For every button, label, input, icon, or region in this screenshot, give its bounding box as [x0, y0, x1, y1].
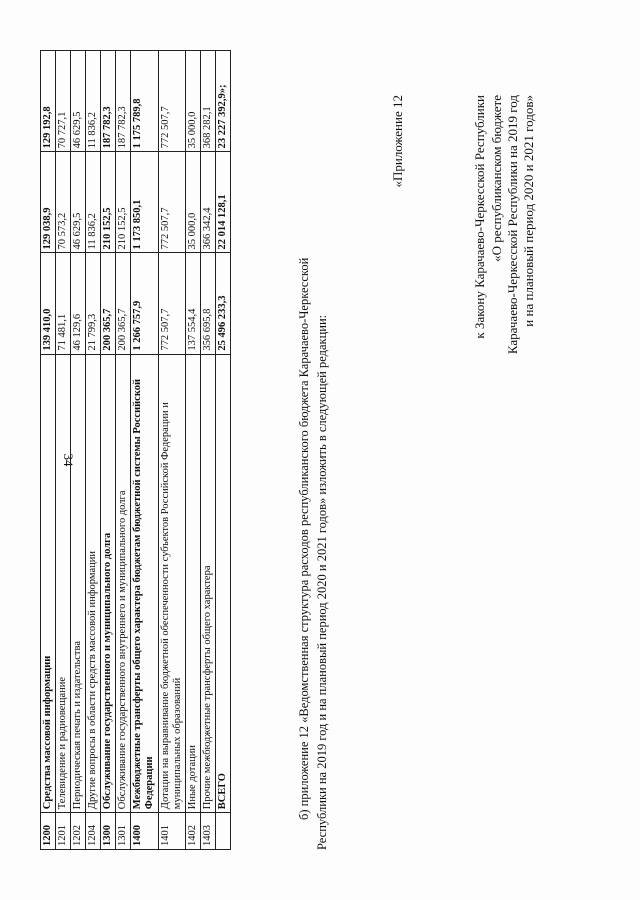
amendment-line-2: Республики на 2019 год и на плановый период 2020 и 2021 годов» изложить в следующей редакции:: [315, 314, 330, 850]
amount-2019-cell: 356 695,8: [200, 253, 215, 354]
amount-2021-cell: 46 629,5: [71, 51, 86, 152]
row-name-cell: Обслуживание государственного внутреннего и муниципального долга: [116, 354, 131, 813]
amount-2021-cell: 11 836,2: [86, 51, 101, 152]
amount-2020-cell: 772 507,7: [158, 152, 185, 253]
amount-2019-cell: 25 496 233,3: [215, 253, 230, 354]
amount-2020-cell: 11 836,2: [86, 152, 101, 253]
row-code-cell: 1204: [86, 813, 101, 850]
budget-table-body: [41, 51, 231, 850]
rotated-content: [40, 50, 600, 850]
row-name-cell: Дотации на выравнивание бюджетной обеспеченности субъектов Российской Федерации и муниципальных образований: [158, 354, 185, 813]
amount-2019-cell: 139 410,0: [41, 253, 56, 354]
table-row: [158, 51, 185, 850]
row-code-cell: 1202: [71, 813, 86, 850]
row-code-cell: 1300: [101, 813, 116, 850]
amount-2021-cell: 23 227 392,9»;: [215, 51, 230, 152]
table-row: [185, 51, 200, 850]
row-code-cell: 1401: [158, 813, 185, 850]
row-code-cell: 1200: [41, 813, 56, 850]
amount-2021-cell: 129 192,8: [41, 51, 56, 152]
table-row: [101, 51, 116, 850]
row-name-cell: Межбюджетные трансферты общего характера бюджетам бюджетной системы Российской Федерации: [131, 354, 158, 813]
amount-2021-cell: 35 000,0: [185, 51, 200, 152]
amendment-paragraph: [295, 50, 331, 850]
appendix-title: «Приложение 12: [390, 95, 405, 188]
amount-2019-cell: 137 554,4: [185, 253, 200, 354]
row-name-cell: Прочие межбюджетные трансферты общего характера: [200, 354, 215, 813]
amount-2019-cell: 1 266 757,9: [131, 253, 158, 354]
table-row: [86, 51, 101, 850]
table-row: [116, 51, 131, 850]
row-name-cell: Иные дотации: [185, 354, 200, 813]
budget-table: [40, 50, 231, 850]
amount-2021-cell: 187 782,3: [101, 51, 116, 152]
table-row: [200, 51, 215, 850]
amount-2021-cell: 368 282,1: [200, 51, 215, 152]
table-row: [131, 51, 158, 850]
amount-2020-cell: 210 152,5: [101, 152, 116, 253]
table-row: [56, 51, 71, 850]
row-name-cell: Обслуживание государственного и муниципального долга: [101, 354, 116, 813]
amendment-line-1: б) приложение 12 «Ведомственная структура расходов республиканского бюджета Карачаево-Черкесской: [297, 257, 311, 820]
amount-2020-cell: 210 152,5: [116, 152, 131, 253]
row-code-cell: 1301: [116, 813, 131, 850]
amount-2020-cell: 35 000,0: [185, 152, 200, 253]
row-name-cell: Телевидение и радиовещание: [56, 354, 71, 813]
page-number: 34: [61, 453, 76, 467]
amount-2019-cell: 200 365,7: [101, 253, 116, 354]
row-code-cell: 1402: [185, 813, 200, 850]
amount-2020-cell: 70 573,2: [56, 152, 71, 253]
row-name-cell: ВСЕГО: [215, 354, 230, 813]
amount-2021-cell: 772 507,7: [158, 51, 185, 152]
amount-2021-cell: 1 175 789,8: [131, 51, 158, 152]
row-code-cell: 1400: [131, 813, 158, 850]
appendix-line: к Закону Карачаево-Черкесской Республики: [472, 95, 488, 339]
amount-2020-cell: 46 629,5: [71, 152, 86, 253]
row-code-cell: [215, 813, 230, 850]
table-row: [215, 51, 230, 850]
row-code-cell: 1201: [56, 813, 71, 850]
amount-2021-cell: 187 782,3: [116, 51, 131, 152]
amount-2019-cell: 71 481,1: [56, 253, 71, 354]
amount-2019-cell: 46 129,6: [71, 253, 86, 354]
amount-2019-cell: 200 365,7: [116, 253, 131, 354]
amount-2021-cell: 70 727,1: [56, 51, 71, 152]
appendix-line: Карачаево-Черкесской Республики на 2019 год: [504, 95, 520, 355]
amount-2020-cell: 129 038,9: [41, 152, 56, 253]
amount-2020-cell: 22 014 128,1: [215, 152, 230, 253]
amount-2020-cell: 1 173 850,1: [131, 152, 158, 253]
amount-2019-cell: 772 507,7: [158, 253, 185, 354]
table-row: [41, 51, 56, 850]
appendix-heading: [390, 50, 537, 850]
table-row: [71, 51, 86, 850]
row-name-cell: Средства массовой информации: [41, 354, 56, 813]
amount-2020-cell: 366 342,4: [200, 152, 215, 253]
row-name-cell: Периодическая печать и издательства: [71, 354, 86, 813]
amount-2019-cell: 21 799,3: [86, 253, 101, 354]
appendix-line: «О республиканском бюджете: [488, 95, 504, 262]
appendix-line: и на плановый период 2020 и 2021 годов»: [521, 95, 536, 327]
row-code-cell: 1403: [200, 813, 215, 850]
row-name-cell: Другие вопросы в области средств массовой информации: [86, 354, 101, 813]
